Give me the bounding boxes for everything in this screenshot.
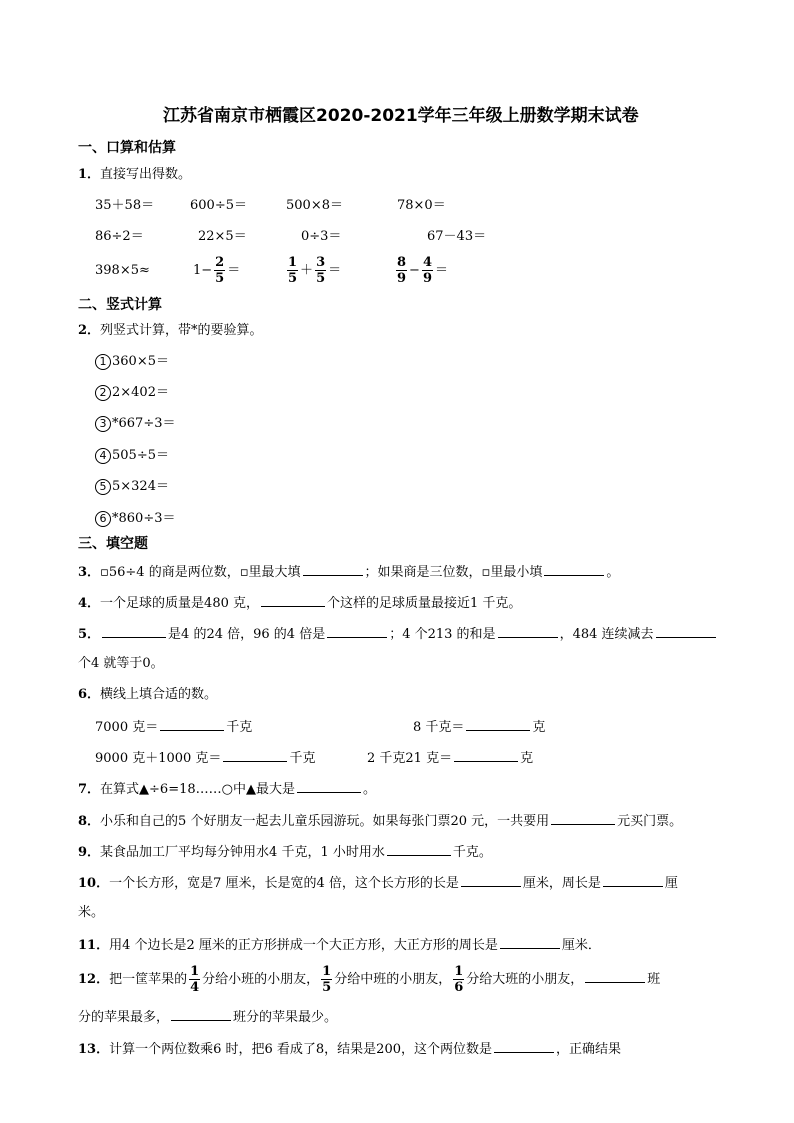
expr-text: 1− (193, 263, 213, 278)
question-text: 直接写出得数。 (100, 167, 192, 182)
answer-blank[interactable] (327, 624, 387, 638)
fraction (214, 255, 225, 286)
expr-text: 505÷5＝ (112, 448, 169, 463)
answer-blank[interactable] (544, 562, 604, 576)
oral-item: 398×5≈ (95, 263, 150, 278)
denominator: 5 (288, 271, 298, 286)
question-13 (78, 1039, 621, 1059)
denominator: 9 (422, 271, 432, 286)
unit-text: 千克 (226, 720, 253, 735)
denominator: 5 (316, 271, 326, 286)
circled-number: 6 (95, 511, 111, 527)
question-8 (78, 811, 682, 831)
fraction (396, 255, 407, 286)
circled-number: 4 (95, 448, 111, 464)
vertical-item (95, 478, 169, 496)
expr-text: *860÷3＝ (112, 511, 176, 526)
unit-item (413, 717, 545, 737)
page-title: 江苏省南京市栖霞区2020-2021学年三年级上册数学期末试卷 (163, 106, 639, 126)
question-text: 元买门票。 (617, 814, 683, 829)
question-text: 个这样的足球质量最接近1 千克。 (327, 596, 522, 611)
answer-blank[interactable] (160, 717, 224, 731)
numerator: 1 (322, 964, 332, 979)
box-symbol: ▫ (481, 565, 491, 580)
question-7 (78, 779, 376, 799)
question-text: 厘 (664, 876, 678, 891)
unit-text: 千克 (289, 751, 316, 766)
question-12-cont (78, 1007, 337, 1027)
answer-blank[interactable] (551, 811, 615, 825)
question-number: 6． (78, 687, 101, 702)
oral-item: 67－43＝ (427, 229, 487, 244)
numerator: 3 (316, 255, 326, 270)
expr-text: 7000 克＝ (95, 720, 159, 735)
question-1 (78, 166, 191, 184)
vertical-item (95, 384, 169, 402)
answer-blank[interactable] (500, 935, 560, 949)
question-number: 4． (78, 596, 101, 611)
question-number: 1． (78, 167, 101, 182)
fraction (315, 255, 326, 286)
answer-blank[interactable] (585, 969, 645, 983)
answer-blank[interactable] (494, 1039, 554, 1053)
oral-item: 600÷5＝ (190, 198, 247, 213)
question-text: 是4 的24 倍，96 的4 倍是 (168, 627, 326, 642)
numerator: 8 (397, 255, 407, 270)
numerator: 1 (454, 964, 464, 979)
numerator: 1 (288, 255, 298, 270)
numerator: 4 (422, 255, 432, 270)
answer-blank[interactable] (261, 593, 325, 607)
question-5-cont: 个4 就等于0。 (78, 656, 164, 671)
question-text: 厘米，周长是 (522, 876, 601, 891)
question-text: 小乐和自己的5 个好朋友一起去儿童乐园游玩。如果每张门票20 元，一共要用 (100, 814, 550, 829)
question-text: 分的苹果最多， (78, 1010, 170, 1025)
question-text: ；4 个213 的和是 (389, 627, 496, 642)
question-number: 9． (78, 845, 101, 860)
answer-blank[interactable] (387, 842, 451, 856)
section-heading-oral: 一、口算和估算 (78, 140, 176, 156)
question-10 (78, 873, 678, 893)
answer-blank[interactable] (603, 873, 663, 887)
question-number: 10． (78, 876, 110, 891)
answer-blank[interactable] (461, 873, 521, 887)
circled-number: 3 (95, 416, 111, 432)
question-6 (78, 686, 217, 704)
vertical-item (95, 353, 169, 371)
question-4 (78, 593, 521, 613)
fraction (453, 964, 464, 995)
question-text: 列竖式计算，带*的要验算。 (100, 323, 263, 338)
oral-item: 86÷2＝ (95, 229, 144, 244)
answer-blank[interactable] (223, 748, 287, 762)
question-number: 3． (78, 565, 101, 580)
answer-blank[interactable] (102, 624, 166, 638)
question-number: 8． (78, 814, 101, 829)
question-text: 某食品加工厂平均每分钟用水4 千克，1 小时用水 (100, 845, 385, 860)
question-text: 计算一个两位数乘6 时，把6 看成了8，结果是200，这个两位数是 (109, 1042, 492, 1057)
question-text: 。 (606, 565, 620, 580)
question-text: 一个足球的质量是480 克， (100, 596, 259, 611)
answer-blank[interactable] (466, 717, 530, 731)
answer-blank[interactable] (656, 624, 716, 638)
circled-number: 2 (95, 385, 111, 401)
question-12 (78, 964, 660, 996)
question-5 (78, 624, 718, 644)
vertical-item (95, 415, 175, 433)
expr-text: ＝ (328, 263, 342, 278)
question-text: 横线上填合适的数。 (100, 687, 218, 702)
expr-text: ＝ (435, 263, 449, 278)
denominator: 5 (215, 271, 225, 286)
box-symbol: ▫ (100, 565, 109, 580)
denominator: 6 (454, 980, 464, 995)
expr-text: 8 千克＝ (413, 720, 465, 735)
oral-item: 35＋58＝ (95, 198, 155, 213)
question-number: 11． (78, 938, 110, 953)
expr-text: 2 千克21 克＝ (367, 751, 453, 766)
numerator: 2 (215, 255, 225, 270)
answer-blank[interactable] (454, 748, 518, 762)
oral-item: 78×0＝ (397, 198, 446, 213)
question-number: 5． (78, 627, 101, 642)
question-text: 分给大班的小朋友， (466, 972, 584, 987)
question-3 (78, 562, 619, 582)
answer-blank[interactable] (498, 624, 558, 638)
question-text: 用4 个边长是2 厘米的正方形拼成一个大正方形，大正方形的周长是 (109, 938, 498, 953)
oral-item: 0÷3＝ (301, 229, 342, 244)
question-text: 把一筐苹果的 (109, 972, 188, 987)
box-symbol: ▫ (239, 565, 249, 580)
question-10-cont: 米。 (78, 905, 105, 920)
unit-text: 克 (520, 751, 534, 766)
question-number: 7． (78, 782, 101, 797)
vertical-item (95, 447, 169, 465)
fraction-item (193, 255, 240, 287)
question-text: 分给中班的小朋友， (334, 972, 452, 987)
expr-text: 5×324＝ (112, 479, 169, 494)
section-heading-vertical: 二、竖式计算 (78, 297, 162, 313)
fraction-item (285, 255, 341, 287)
fraction-item (394, 255, 448, 287)
unit-item (95, 717, 252, 737)
oral-item: 22×5＝ (198, 229, 247, 244)
expr-text: 9000 克＋1000 克＝ (95, 751, 222, 766)
unit-text: 克 (532, 720, 546, 735)
question-text: ，484 连续减去 (559, 627, 654, 642)
question-text: 班 (647, 972, 661, 987)
question-text: ；如果商是三位数， (364, 565, 482, 580)
section-heading-fill: 三、填空题 (78, 536, 148, 552)
circled-number: 5 (95, 479, 111, 495)
question-text: 厘米． (561, 938, 601, 953)
unit-item (367, 748, 533, 768)
circled-number: 1 (95, 354, 111, 370)
expr-text: 360×5＝ (112, 354, 169, 369)
expr-text: *667÷3＝ (112, 416, 176, 431)
fraction (321, 964, 332, 995)
question-text: 千克。 (452, 845, 492, 860)
numerator: 1 (190, 964, 200, 979)
unit-item (95, 748, 315, 768)
question-number: 12． (78, 972, 110, 987)
denominator: 4 (190, 980, 200, 995)
answer-blank[interactable] (297, 779, 361, 793)
question-text: 一个长方形，宽是7 厘米，长是宽的4 倍，这个长方形的长是 (109, 876, 459, 891)
question-text: 。 (362, 782, 376, 797)
question-2 (78, 322, 263, 340)
question-11 (78, 935, 601, 955)
oral-item: 500×8＝ (286, 198, 343, 213)
answer-blank[interactable] (303, 562, 363, 576)
question-9 (78, 842, 492, 862)
question-text: 在算式▲÷6=18……○中▲最大是 (100, 782, 295, 797)
operator: − (409, 263, 420, 278)
question-text: 班分的苹果最少。 (233, 1010, 338, 1025)
question-text: 56÷4 的商是两位数， (108, 565, 240, 580)
fraction (287, 255, 298, 286)
question-text: 分给小班的小朋友， (202, 972, 320, 987)
denominator: 9 (397, 271, 407, 286)
question-number: 13． (78, 1042, 110, 1057)
question-number: 2． (78, 323, 101, 338)
question-text: 里最小填 (490, 565, 543, 580)
operator: ＋ (300, 263, 314, 278)
vertical-item (95, 510, 175, 528)
answer-blank[interactable] (171, 1007, 231, 1021)
question-text: ，正确结果 (556, 1042, 622, 1057)
fraction (422, 255, 433, 286)
fraction (189, 964, 200, 995)
expr-text: 2×402＝ (112, 385, 169, 400)
question-text: 里最大填 (248, 565, 301, 580)
denominator: 5 (322, 980, 332, 995)
expr-text: ＝ (227, 263, 241, 278)
